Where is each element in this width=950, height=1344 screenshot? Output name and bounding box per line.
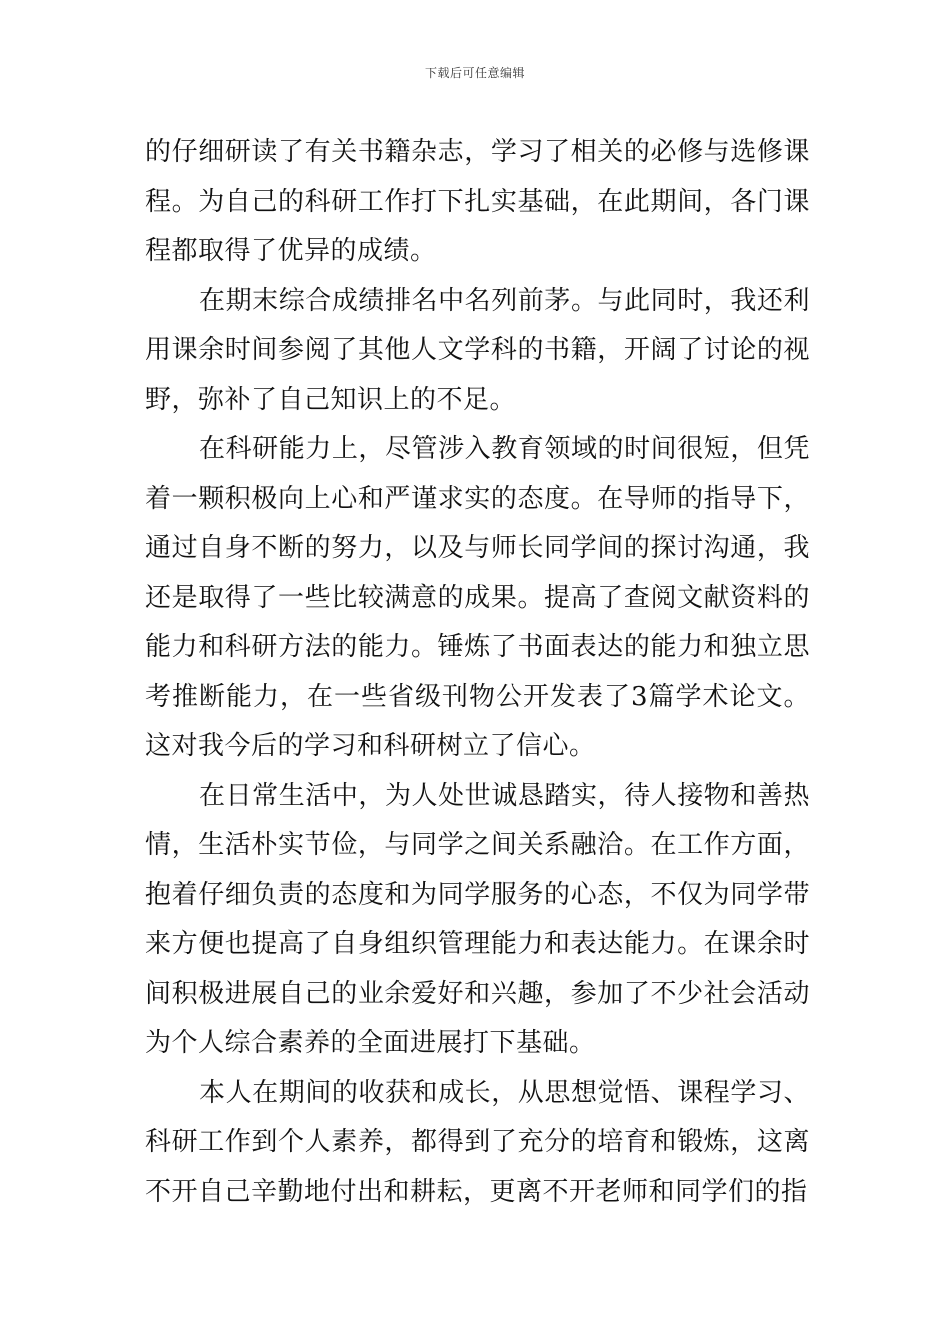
paragraph-summary: 本人在期间的收获和成长，从思想觉悟、课程学习、科研工作到个人素养，都得到了充分的培育和锻炼，这离不开自己辛勤地付出和耕耘，更离不开老师和同学们的指 xyxy=(145,1077,810,1207)
paragraph-continued: 的仔细研读了有关书籍杂志，学习了相关的必修与选修课程。为自己的科研工作打下扎实基础，在此期间，各门课程都取得了优异的成绩。 xyxy=(145,137,810,266)
paragraph-research-ability: 在科研能力上，尽管涉入教育领域的时间很短，但凭着一颗积极向上心和严谨求实的态度。在导师的指导下，通过自身不断的努力，以及与师长同学间的探讨沟通，我还是取得了一些比较满意的成果。提高了查阅文献资料的能力和科研方法的能力。锤炼了书面表达的能力和独立思考推断能力，在一些省级刊物公开发表了3篇学术论文。这对我今后的学习和科研树立了信心。 xyxy=(145,434,810,761)
paragraph-daily-life: 在日常生活中，为人处世诚恳踏实，待人接物和善热情，生活朴实节俭，与同学之间关系融洽。在工作方面，抱着仔细负责的态度和为同学服务的心态，不仅为同学带来方便也提高了自身组织管理能力和表达能力。在课余时间积极进展自己的业余爱好和兴趣，参加了不少社会活动为个人综合素养的全面进展打下基础。 xyxy=(145,780,810,1058)
paragraph-ranking: 在期末综合成绩排名中名列前茅。与此同时，我还利用课余时间参阅了其他人文学科的书籍，开阔了讨论的视野，弥补了自己知识上的不足。 xyxy=(145,285,810,415)
document-body xyxy=(145,128,810,1217)
page-header-note: 下载后可任意编辑 xyxy=(424,66,525,80)
